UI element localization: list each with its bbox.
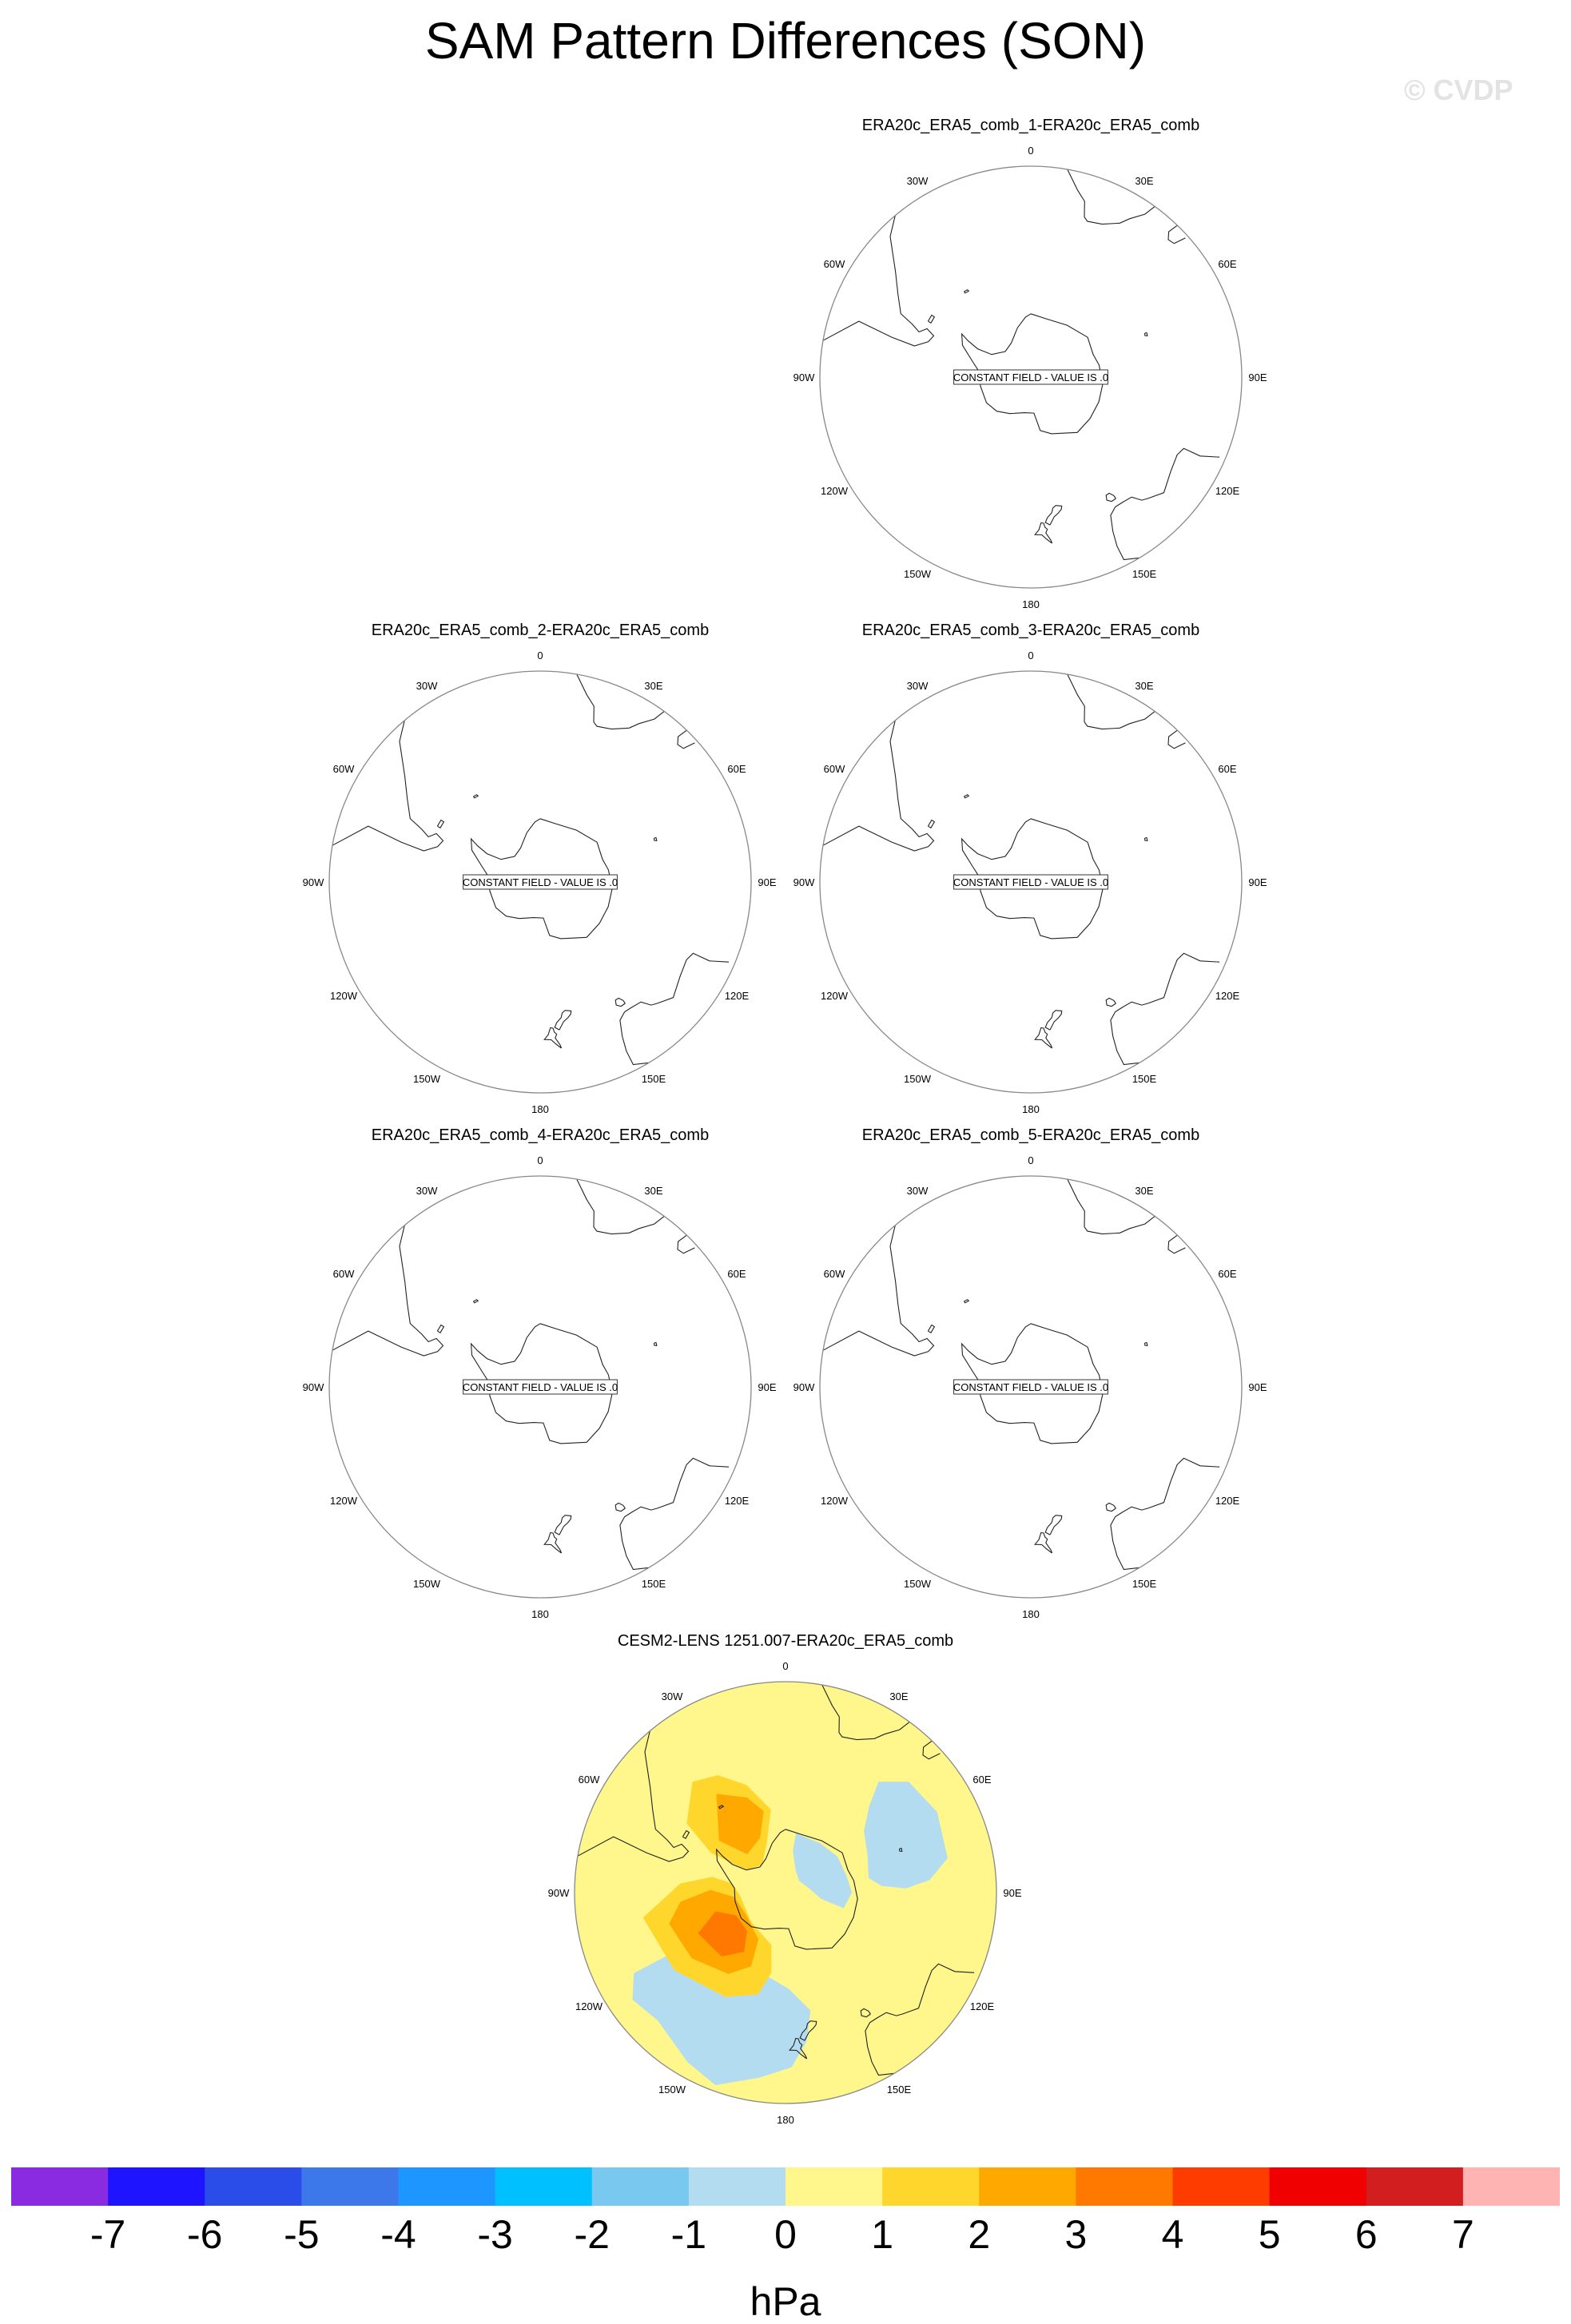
colorbar-tick-label: 1 <box>871 2212 894 2257</box>
kerguelen <box>654 837 657 840</box>
new-zealand-north <box>1035 523 1052 544</box>
panel-title-2: ERA20c_ERA5_comb_2-ERA20c_ERA5_comb <box>371 622 710 639</box>
longitude-label: 30W <box>906 175 929 187</box>
south-georgia <box>964 290 968 293</box>
longitude-label: 30W <box>906 1185 929 1197</box>
figure-title: SAM Pattern Differences (SON) <box>424 12 1147 70</box>
colorbar-tick-label: 6 <box>1354 2212 1378 2257</box>
colorbar-box <box>108 2167 205 2206</box>
colorbar-tick-label: -7 <box>89 2212 126 2257</box>
colorbar-units: hPa <box>750 2279 821 2324</box>
new-zealand-south <box>1045 1011 1062 1030</box>
cvdp-watermark: © CVDP <box>1404 73 1513 106</box>
longitude-label: 150W <box>904 1578 931 1590</box>
new-zealand-south <box>1045 1516 1062 1535</box>
longitude-label: 120W <box>575 2000 603 2012</box>
panel-title-4: ERA20c_ERA5_comb_4-ERA20c_ERA5_comb <box>371 1126 710 1144</box>
longitude-label: 90W <box>793 876 815 888</box>
longitude-label: 90W <box>302 1381 324 1393</box>
madagascar-coast <box>1168 225 1185 244</box>
colorbar-box <box>495 2167 593 2206</box>
constant-field-label: CONSTANT FIELD - VALUE IS .0 <box>462 876 618 888</box>
longitude-label: 90E <box>758 876 777 888</box>
kerguelen <box>1145 837 1147 840</box>
longitude-label: 0 <box>537 650 543 661</box>
longitude-label: 60W <box>823 258 845 270</box>
constant-field-label: CONSTANT FIELD - VALUE IS .0 <box>953 1381 1109 1393</box>
south-georgia <box>964 795 968 798</box>
longitude-label: 120W <box>821 485 848 497</box>
longitude-label: 120E <box>1215 990 1240 1002</box>
colorbar-box <box>786 2167 883 2206</box>
colorbar-box <box>399 2167 496 2206</box>
colorbar-tick-label: -6 <box>187 2212 223 2257</box>
longitude-label: 60E <box>727 1268 746 1280</box>
madagascar-coast <box>678 1235 694 1253</box>
colorbar <box>11 2167 1560 2206</box>
new-zealand-north <box>1035 1533 1052 1554</box>
falklands <box>437 820 443 828</box>
longitude-label: 180 <box>531 1103 549 1115</box>
longitude-label: 180 <box>777 2114 794 2126</box>
longitude-label: 0 <box>1028 650 1034 661</box>
longitude-label: 30E <box>1135 1185 1154 1197</box>
new-zealand-south <box>555 1011 571 1030</box>
colorbar-box <box>1173 2167 1271 2206</box>
longitude-label: 180 <box>1022 1103 1040 1115</box>
new-zealand-north <box>1035 1028 1052 1049</box>
new-zealand-north <box>544 1028 561 1049</box>
longitude-label: 60E <box>1218 258 1237 270</box>
colorbar-tick-label: -4 <box>380 2212 416 2257</box>
colorbar-tick-label: -1 <box>670 2212 707 2257</box>
longitude-label: 60E <box>972 1774 992 1786</box>
tasmania-coast <box>1106 493 1116 501</box>
colorbar-box <box>689 2167 786 2206</box>
longitude-label: 120E <box>724 1495 750 1507</box>
polar-map <box>751 649 1310 1152</box>
south-america-coast <box>823 216 934 346</box>
polar-map <box>261 649 820 1152</box>
longitude-label: 150E <box>1132 1073 1157 1085</box>
longitude-label: 90E <box>1003 1887 1022 1899</box>
longitude-label: 150W <box>413 1578 440 1590</box>
colorbar-tick-label: 0 <box>774 2212 797 2257</box>
longitude-label: 90E <box>758 1381 777 1393</box>
polar-map <box>506 1659 1065 2163</box>
colorbar-tick-label: -3 <box>477 2212 513 2257</box>
longitude-label: 60W <box>823 1268 845 1280</box>
falklands <box>437 1325 443 1333</box>
map-panel-2 <box>261 649 820 1152</box>
australia-coast <box>620 1458 729 1569</box>
longitude-label: 150E <box>641 1073 666 1085</box>
longitude-label: 120W <box>821 1495 848 1507</box>
longitude-label: 30E <box>889 1690 909 1702</box>
longitude-label: 60E <box>1218 1268 1237 1280</box>
constant-field-label: CONSTANT FIELD - VALUE IS .0 <box>953 371 1109 383</box>
longitude-label: 120W <box>330 1495 357 1507</box>
longitude-label: 60W <box>578 1774 600 1786</box>
south-georgia <box>473 795 478 798</box>
longitude-label: 120E <box>969 2000 995 2012</box>
australia-coast <box>1111 1458 1219 1569</box>
madagascar-coast <box>1168 730 1185 749</box>
colorbar-box <box>301 2167 399 2206</box>
longitude-label: 60W <box>332 1268 355 1280</box>
polar-map <box>261 1154 820 1657</box>
longitude-label: 30E <box>644 680 663 692</box>
tasmania-coast <box>615 1503 625 1511</box>
colorbar-tick-label: 2 <box>968 2212 991 2257</box>
longitude-label: 180 <box>1022 598 1040 610</box>
longitude-label: 30E <box>644 1185 663 1197</box>
longitude-label: 0 <box>1028 145 1034 157</box>
south-georgia <box>473 1300 478 1303</box>
colorbar-box <box>1270 2167 1367 2206</box>
longitude-label: 150E <box>1132 568 1157 580</box>
new-zealand-south <box>555 1516 571 1535</box>
south-america-coast <box>332 721 443 851</box>
longitude-label: 0 <box>537 1154 543 1166</box>
colorbar-box <box>592 2167 690 2206</box>
longitude-label: 90E <box>1248 371 1267 383</box>
longitude-label: 90W <box>793 1381 815 1393</box>
colorbar-tick-label: 7 <box>1451 2212 1474 2257</box>
longitude-label: 60E <box>727 763 746 775</box>
panel-title-5: ERA20c_ERA5_comb_5-ERA20c_ERA5_comb <box>861 1126 1200 1144</box>
longitude-label: 30W <box>661 1690 683 1702</box>
madagascar-coast <box>1168 1235 1185 1253</box>
new-zealand-north <box>544 1533 561 1554</box>
map-panel-4 <box>261 1154 820 1657</box>
south-georgia <box>964 1300 968 1303</box>
longitude-label: 0 <box>782 1660 789 1672</box>
colorbar-boxes <box>11 2167 1560 2206</box>
longitude-label: 150E <box>886 2084 912 2096</box>
australia-coast <box>620 953 729 1064</box>
longitude-label: 30W <box>906 680 929 692</box>
tasmania-coast <box>1106 998 1116 1006</box>
longitude-label: 150E <box>641 1578 666 1590</box>
panel-title-6: CESM2-LENS 1251.007-ERA20c_ERA5_comb <box>617 1632 954 1650</box>
colorbar-tick-label: 4 <box>1161 2212 1184 2257</box>
colorbar-tick-label: -5 <box>284 2212 320 2257</box>
colorbar-box <box>1463 2167 1560 2206</box>
tasmania-coast <box>615 998 625 1006</box>
longitude-label: 90W <box>793 371 815 383</box>
constant-field-label: CONSTANT FIELD - VALUE IS .0 <box>462 1381 618 1393</box>
south-america-coast <box>823 721 934 851</box>
falklands <box>928 820 934 828</box>
longitude-label: 120W <box>330 990 357 1002</box>
longitude-label: 60W <box>823 763 845 775</box>
constant-field-label: CONSTANT FIELD - VALUE IS .0 <box>953 876 1109 888</box>
polar-map <box>751 1154 1310 1657</box>
falklands <box>928 1325 934 1333</box>
longitude-label: 120E <box>724 990 750 1002</box>
longitude-label: 0 <box>1028 1154 1034 1166</box>
map-panel-3 <box>751 649 1310 1152</box>
madagascar-coast <box>678 730 694 749</box>
panel-title-1: ERA20c_ERA5_comb_1-ERA20c_ERA5_comb <box>861 117 1200 134</box>
longitude-label: 150W <box>658 2084 686 2096</box>
colorbar-box <box>1076 2167 1173 2206</box>
polar-map <box>751 144 1310 647</box>
south-america-coast <box>823 1226 934 1356</box>
longitude-label: 60E <box>1218 763 1237 775</box>
longitude-label: 150W <box>904 568 931 580</box>
new-zealand-south <box>1045 506 1062 525</box>
colorbar-tick-label: 5 <box>1258 2212 1281 2257</box>
longitude-label: 120E <box>1215 485 1240 497</box>
australia-coast <box>1111 953 1219 1064</box>
kerguelen <box>1145 1342 1147 1345</box>
kerguelen <box>654 1342 657 1345</box>
falklands <box>928 316 934 324</box>
panel-title-3: ERA20c_ERA5_comb_3-ERA20c_ERA5_comb <box>861 622 1200 639</box>
colorbar-tick-label: 3 <box>1064 2212 1088 2257</box>
kerguelen <box>1145 332 1147 336</box>
colorbar-box <box>979 2167 1076 2206</box>
longitude-label: 90W <box>302 876 324 888</box>
longitude-label: 90W <box>547 1887 570 1899</box>
colorbar-box <box>882 2167 980 2206</box>
longitude-label: 180 <box>531 1608 549 1620</box>
map-panel-1 <box>751 144 1310 647</box>
longitude-label: 60W <box>332 763 355 775</box>
longitude-label: 90E <box>1248 1381 1267 1393</box>
longitude-label: 30W <box>416 680 438 692</box>
longitude-label: 30E <box>1135 680 1154 692</box>
longitude-label: 150W <box>904 1073 931 1085</box>
south-america-coast <box>332 1226 443 1356</box>
map-panel-6 <box>506 1659 1065 2163</box>
longitude-label: 150W <box>413 1073 440 1085</box>
colorbar-box <box>205 2167 302 2206</box>
longitude-label: 30E <box>1135 175 1154 187</box>
colorbar-tick-label: -2 <box>574 2212 610 2257</box>
longitude-label: 90E <box>1248 876 1267 888</box>
longitude-label: 120W <box>821 990 848 1002</box>
longitude-label: 120E <box>1215 1495 1240 1507</box>
colorbar-box <box>1366 2167 1464 2206</box>
tasmania-coast <box>1106 1503 1116 1511</box>
longitude-label: 30W <box>416 1185 438 1197</box>
colorbar-box <box>11 2167 109 2206</box>
australia-coast <box>1111 448 1219 559</box>
map-panel-5 <box>751 1154 1310 1657</box>
longitude-label: 150E <box>1132 1578 1157 1590</box>
longitude-label: 180 <box>1022 1608 1040 1620</box>
